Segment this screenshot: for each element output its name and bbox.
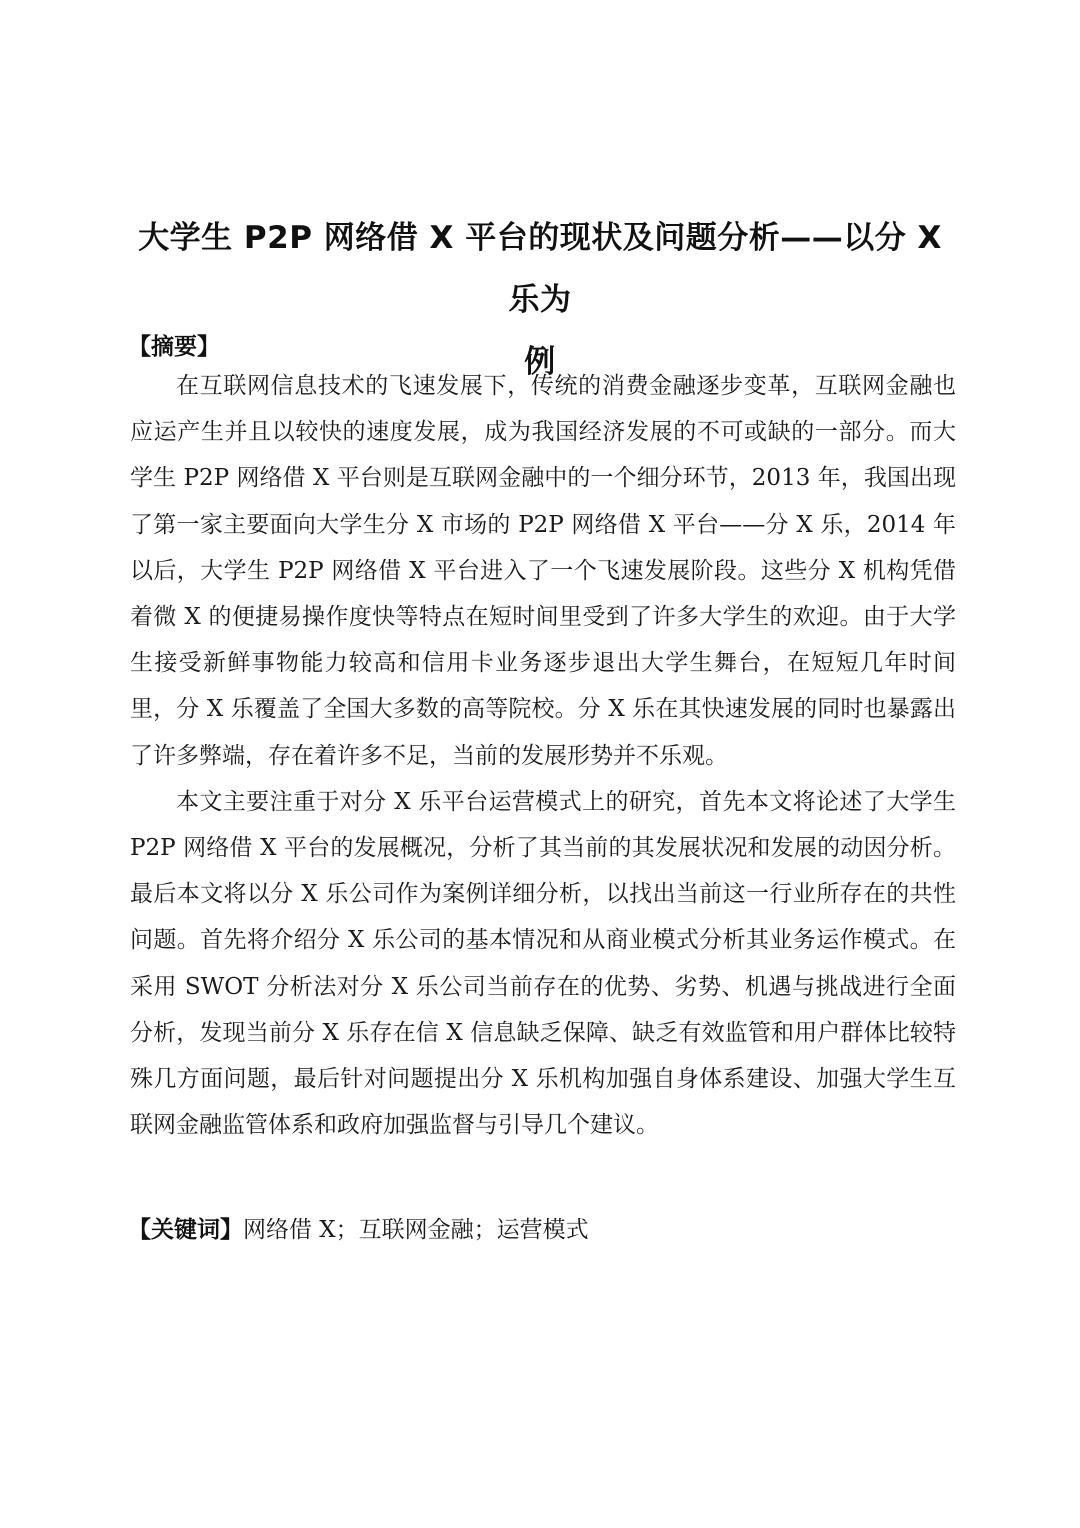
abstract-heading: 【摘要】 xyxy=(128,334,220,360)
document-title-line-1: 大学生 P2P 网络借 X 平台的现状及问题分析——以分 X 乐为 xyxy=(138,219,942,318)
keywords-text: 网络借 X；互联网金融；运营模式 xyxy=(243,1217,589,1243)
keywords-label: 【关键词】 xyxy=(128,1217,243,1243)
abstract-paragraph-1: 在互联网信息技术的飞速发展下，传统的消费金融逐步变革，互联网金融也应运产生并且以较快的速度发展，成为我国经济发展的不可或缺的一部分。而大学生 P2P 网络借 X 平台则是互联网金融中的一个细分环节，2013 年，我国出现了第一家主要面向大学生分 X 市场的 P2P 网络借 X 平台——分 X 乐，2014 年以后，大学生 P2P 网络借 X 平台进入了一个飞速发展阶段。这些分 X 机构凭借着微 X 的便捷易操作度快等特点在短时间里受到了许多大学生的欢迎。由于大学生接受新鲜事物能力较高和信用卡业务逐步退出大学生舞台，在短短几年时间里，分 X 乐覆盖了全国大多数的高等院校。分 X 乐在其快速发展的同时也暴露出了许多弊端，存在着许多不足，当前的发展形势并不乐观。 xyxy=(130,373,956,769)
abstract-paragraph-2: 本文主要注重于对分 X 乐平台运营模式上的研究，首先本文将论述了大学生 P2P 网络借 X 平台的发展概况，分析了其当前的其发展状况和发展的动因分析。最后本文将以分 X 乐公司作为案例详细分析，以找出当前这一行业所存在的共性问题。首先将介绍分 X 乐公司的基本情况和从商业模式分析其业务运作模式。在采用 SWOT 分析法对分 X 乐公司当前存在的优势、劣势、机遇与挑战进行全面分析，发现当前分 X 乐存在信 X 信息缺乏保障、缺乏有效监管和用户群体比较特殊几方面问题，最后针对问题提出分 X 乐机构加强自身体系建设、加强大学生互联网金融监管体系和政府加强监督与引导几个建议。 xyxy=(130,788,956,1139)
document-title-line-2: 例 xyxy=(524,343,556,380)
keywords-line xyxy=(128,1210,589,1250)
abstract-body xyxy=(130,363,956,1148)
